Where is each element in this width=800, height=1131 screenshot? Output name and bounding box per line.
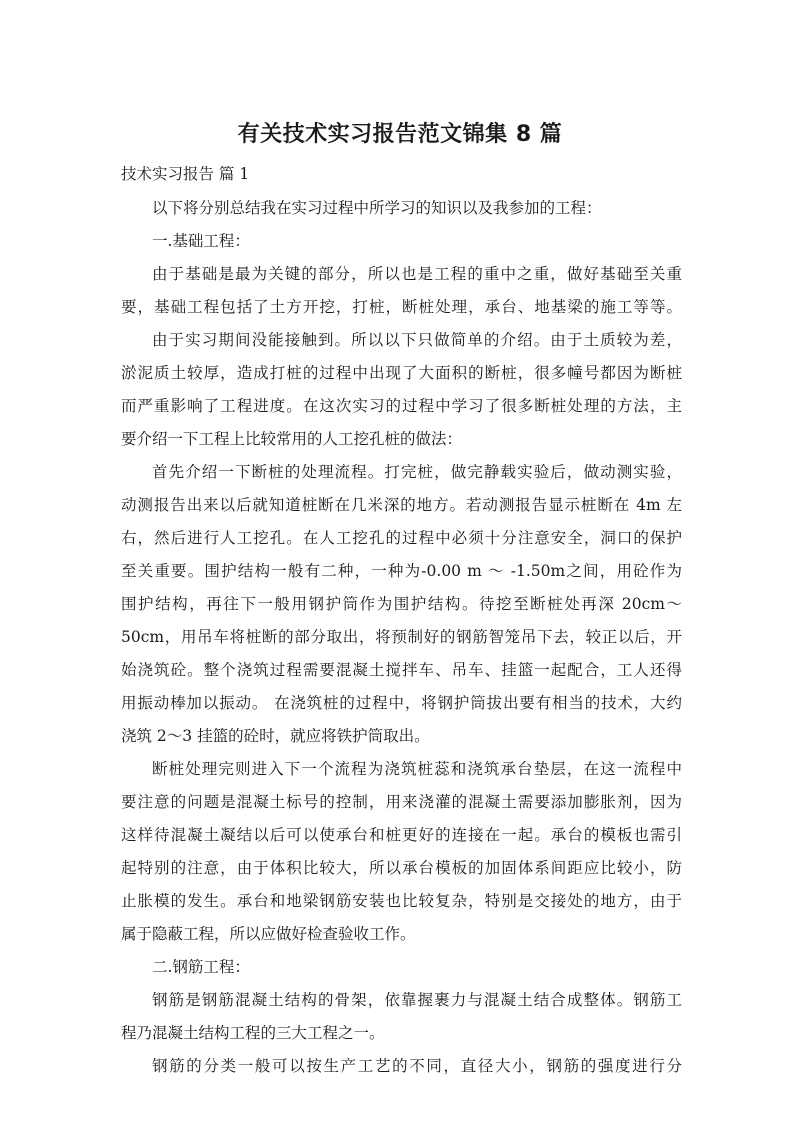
body-line: 要注意的问题是混凝土标号的控制，用来浇灌的混凝土需要添加膨胀剂，因为 (121, 793, 682, 811)
body-line: 起特别的注意，由于体积比较大，所以承台模板的加固体系间距应比较小，防 (121, 859, 682, 877)
body-line: 至关重要。围护结构一般有二种，一种为-0.00 m ～ -1.50m之间，用砼作为 (121, 562, 682, 580)
body-line: 首先介绍一下断桩的处理流程。打完桩，做完静载实验后，做动测实验， (152, 463, 682, 481)
body-line: 属于隐蔽工程，所以应做好检查验收工作。 (121, 925, 416, 943)
body-line: 浇筑 2～3 挂篮的砼时，就应将铁护筒取出。 (121, 727, 430, 745)
body-line: 始浇筑砼。整个浇筑过程需要混凝土搅拌车、吊车、挂篮一起配合，工人还得 (121, 661, 682, 679)
body-line: 右，然后进行人工挖孔。在人工挖孔的过程中必须十分注意安全，洞口的保护 (121, 529, 682, 547)
body-line: 要，基础工程包括了土方开挖，打桩，断桩处理，承台、地基梁的施工等等。 (121, 298, 682, 316)
body-line: 动测报告出来以后就知道桩断在几米深的地方。若动测报告显示桩断在 4m 左 (121, 496, 682, 514)
body-line: 止胀模的发生。承台和地梁钢筋安装也比较复杂，特别是交接处的地方，由于 (121, 892, 682, 910)
body-line: 这样待混凝土凝结以后可以使承台和桩更好的连接在一起。承台的模板也需引 (121, 826, 682, 844)
body-line: 一.基础工程： (152, 232, 250, 250)
body-line: 围护结构，再往下一般用钢护筒作为围护结构。待挖至断桩处再深 20cm～ (121, 595, 682, 613)
section-subheading: 二.钢筋工程： (152, 958, 250, 976)
body-line: 钢筋是钢筋混凝土结构的骨架，依靠握裹力与混凝土结合成整体。钢筋工 (152, 991, 682, 1009)
body-line: 程乃混凝土结构工程的三大工程之一。 (121, 1024, 385, 1042)
section-heading: 技术实习报告 篇 1 (121, 165, 250, 183)
body-line: 由于实习期间没能接触到。所以以下只做简单的介绍。由于土质较为差， (152, 331, 682, 349)
body-line: 50cm，用吊车将桩断的部分取出，将预制好的钢筋智笼吊下去，较正以后，开 (121, 628, 682, 646)
body-line: 钢筋的分类一般可以按生产工艺的不同，直径大小，钢筋的强度进行分 (152, 1057, 682, 1075)
body-line: 而严重影响了工程进度。在这次实习的过程中学习了很多断桩处理的方法，主 (121, 397, 682, 415)
body-line: 淤泥质土较厚，造成打桩的过程中出现了大面积的断桩，很多幢号都因为断桩 (121, 364, 682, 382)
body-line: 要介绍一下工程上比较常用的人工挖孔桩的做法： (121, 430, 463, 448)
document-title: 有关技术实习报告范文锦集 8 篇 (237, 122, 563, 147)
body-line: 以下将分别总结我在实习过程中所学习的知识以及我参加的工程： (152, 199, 602, 217)
body-line: 断桩处理完则进入下一个流程为浇筑桩蕊和浇筑承台垫层，在这一流程中 (152, 760, 682, 778)
body-line: 用振动棒加以振动。 在浇筑桩的过程中，将钢护筒拔出要有相当的技术，大约 (121, 694, 682, 712)
body-line: 由于基础是最为关键的部分，所以也是工程的重中之重，做好基础至关重 (152, 265, 682, 283)
